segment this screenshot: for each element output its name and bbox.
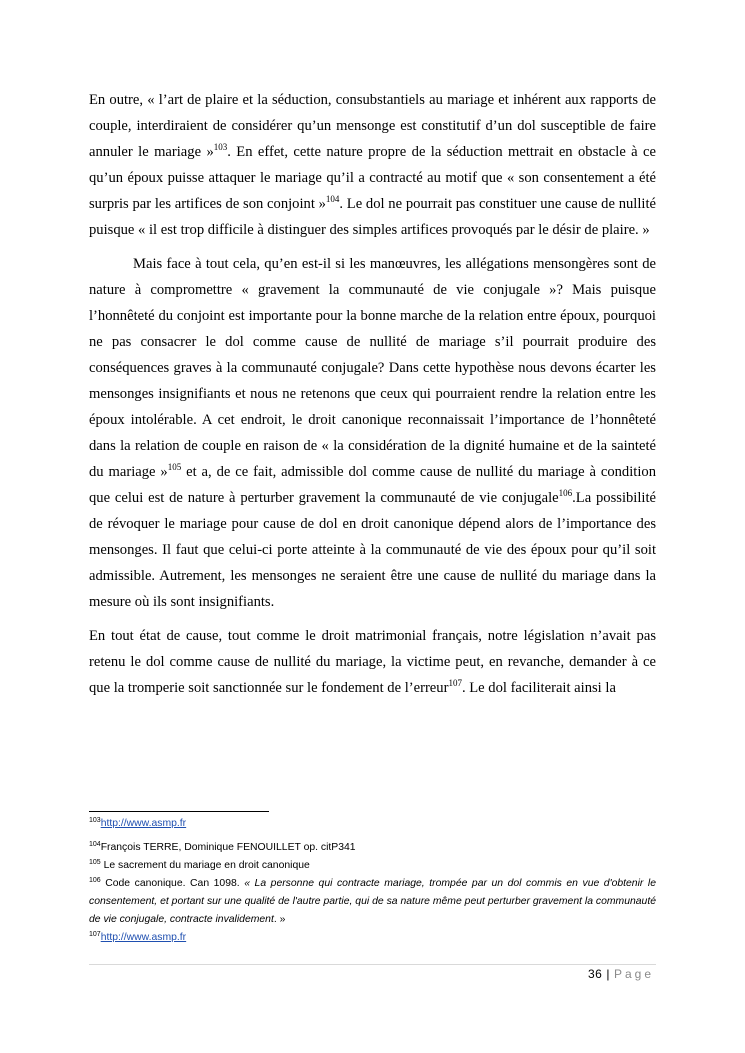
footnote-ref-104[interactable]: 104 [325,194,340,204]
paragraph-text: . Le dol faciliterait ainsi la [461,680,616,696]
paragraph-text: et a, de ce fait, admissible dol comme cause de nullité du mariage à condition que celui est de nature à perturber gravement la communauté de vie conjugale [89,464,656,506]
body-text [89,87,656,709]
footnote-number: 105 [89,859,101,866]
paragraph-text: . En effet, cette nature propre de la séduction mettrait en obstacle à ce qu’un époux puisse attaquer le mariage qu’il a contracté au motif que « son consentement a été surpris par les artifices de son conjoint » [89,144,656,212]
paragraph-1 [89,87,656,243]
footnote-105 [89,857,656,875]
footnote-text: Le sacrement du mariage en droit canonique [100,860,310,871]
footnote-link[interactable]: http://www.asmp.fr [100,818,187,829]
page-number: 36 [587,967,603,981]
footnote-ref-103[interactable]: 103 [213,142,228,152]
footnote-number: 104 [89,841,101,848]
page-label: Page [613,967,654,981]
footnote-text: François TERRE, Dominique FENOUILLET op. citP341 [100,842,356,853]
footnote-104 [89,839,656,857]
paragraph-3 [89,623,656,701]
footer-rule [89,964,656,965]
paragraph-text: . Le dol ne pourrait pas constituer une cause de nullité puisque « il est trop difficile à distinguer des simples artifices provoqués par le désir de plaire. » [89,196,656,238]
footnote-ref-105[interactable]: 105 [167,462,182,472]
footnote-103 [89,815,656,833]
footnote-number: 106 [89,877,101,884]
footnote-link[interactable]: http://www.asmp.fr [100,932,187,943]
footnote-ref-107[interactable]: 107 [448,678,462,688]
footnote-number: 107 [89,931,101,938]
footnote-ref-106[interactable]: 106 [558,488,573,498]
paragraph-text: En tout état de cause, tout comme le droit matrimonial français, notre législation n’avait pas retenu le dol comme cause de nullité du mariage, la victime peut, en revanche, demander à ce que la tromperie soit sanctionnée sur le fondement de l’erreur [89,628,656,696]
page-separator: | [606,967,610,981]
footnote-number: 103 [89,817,101,824]
paragraph-text: Mais face à tout cela, qu’en est-il si les manœuvres, les allégations mensongères sont de nature à compromettre « gravement la communauté de vie conjugale »? Mais puisque l’honnêteté du conjoint est importante pour la bonne marche de la relation entre époux, pourquoi ne pas consacrer le dol comme cause de nullité de mariage s’il pourrait produire des conséquences graves à la communauté conjugale? Dans cette hypothèse nous devons écarter les mensonges insignifiants et nous ne retenons que ceux qui pourraient rendre la relation entre les époux intolérable. A cet endroit, le droit canonique reconnaissait l’importance de l’honnêteté dans la relation de couple en raison de « la considération de la dignité humaine et de la sainteté du mariage » [89,256,656,480]
footnote-quote: « La personne qui contracte mariage, trompée par un dol commis en vue d'obtenir le consentement, et portant sur une qualité de l'autre partie, qui de sa nature même peut perturber gravement la communauté de vie conjugale, contracte invalidement [89,878,656,925]
paragraph-text: .La possibilité de révoquer le mariage pour cause de dol en droit canonique dépend alors de l’importance des mensonges. Il faut que celui-ci porte atteinte à la communauté de vie des époux pour qu’il soit admissible. Autrement, les mensonges ne seraient être une cause de nullité du mariage dans la mesure où ils sont insignifiants. [89,490,656,610]
page-footer [588,967,654,981]
footnote-106 [89,875,656,929]
footnote-separator [89,811,269,812]
paragraph-text: En outre, « l’art de plaire et la séduction, consubstantiels au mariage et inhérent aux rapports de couple, interdiraient de considérer qu’un mensonge est constitutif d’un dol susceptible de faire annuler le mariage » [89,92,656,160]
footnote-text: . » [273,914,286,925]
footnotes [89,815,656,947]
footnote-text: Code canonique. Can 1098. [100,878,245,889]
paragraph-2 [89,251,656,615]
footnote-107 [89,929,656,947]
